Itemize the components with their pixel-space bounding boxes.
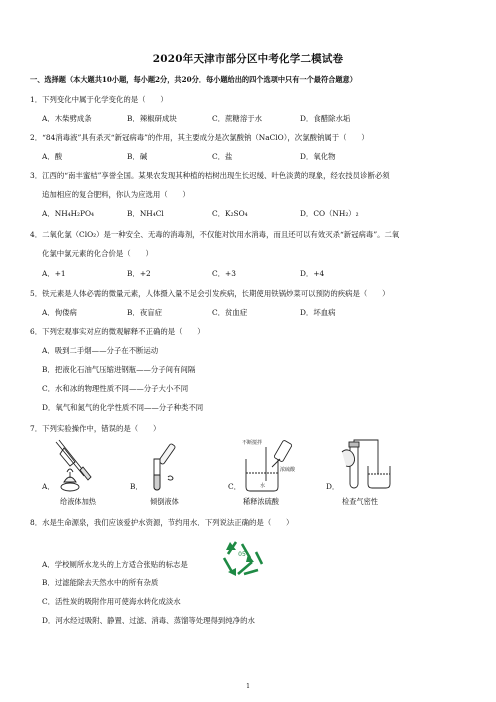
q4-option-b: B．+2 [127,269,151,278]
q8-option-b: B．过滤能除去天然水中的所有杂质 [42,578,159,587]
q7-option-c: C． [228,482,242,491]
q1-option-a: A．木柴劈成条 [42,114,92,123]
label-stirring: 不断搅拌 [242,440,263,446]
q1-option-b: B．辣椒研成块 [127,114,177,123]
question-7-stem: 7．下列实验操作中，错误的是（ ） [30,424,161,433]
q8-option-c: C．活性炭的吸附作用可使海水转化成淡水 [42,597,181,606]
pouring-liquid-figure [142,441,182,491]
q5-option-d: D．坏血病 [300,308,336,317]
label-conc-acid: 浓硫酸 [280,467,296,473]
q7-option-a: A． [42,482,55,491]
q7-caption-c: 稀释浓硫酸 [243,497,279,506]
q7-caption-b: 倾倒液体 [150,497,179,506]
q3-option-d: D．CO（NH₂）₂ [300,209,359,218]
question-3-stem-cont: 追加相应的复合肥料，你认为应选用（ ） [42,190,190,199]
q7-caption-a: 给液体加热 [60,497,96,506]
q7-caption-d: 检查气密性 [342,497,378,506]
q7-option-d: D． [326,482,340,491]
q6-option-a: A．吸到二手烟——分子在不断运动 [42,346,159,355]
label-water: 水 [260,483,266,489]
q6-option-b: B．把液化石油气压缩进钢瓶——分子间有间隔 [42,365,196,374]
q8-option-a: A．学校厕所水龙头的上方适合张贴的标志是 [42,560,188,569]
page-title: 2020年天津市部分区中考化学二模试卷 [152,53,344,65]
q2-option-a: A．酸 [42,152,63,161]
question-3-stem: 3．江西的“南丰蜜桔”享誉全国。某果农发现其种植的桔树出现生长迟缓、叶色淡黄的现象，经农技员诊断必须 [30,171,390,180]
q2-option-d: D．氧化物 [300,152,336,161]
recycle-code-label: 05 [238,551,246,558]
q2-option-c: C．盐 [212,152,233,161]
q4-option-d: D．+4 [300,269,325,278]
question-2-stem: 2．“84消毒液”具有杀灭“新冠病毒”的作用，其主要成分是次氯酸钠（NaClO），次氯酸钠属于（ ） [30,133,369,142]
q3-option-c: C．K₂SO₄ [212,209,248,218]
q3-option-a: A．NH₄H₂PO₄ [42,209,95,218]
q4-option-c: C．+3 [212,269,236,278]
q5-option-a: A．佝偻病 [42,308,77,317]
recycling-icon [218,540,266,578]
q3-option-b: B．NH₄Cl [127,209,164,218]
diluting-acid-figure [236,437,296,493]
question-5-stem: 5．铁元素是人体必需的微量元素，人体摄入量不足会引发疾病，长期使用铁锅炒菜可以预防的疾病是（ ） [30,289,390,298]
heating-liquid-figure [50,438,96,494]
q1-option-d: D．食醋除水垢 [300,114,351,123]
question-6-stem: 6．下列宏观事实对应的微观解释不正确的是（ ） [30,327,205,336]
airtightness-figure [336,438,396,494]
question-8-stem: 8．水是生命源泉，我们应该爱护水资源，节约用水．下列说法正确的是（ ） [30,518,294,527]
q8-option-d: D．河水经过吸附、静置、过滤、消毒、蒸馏等处理得到纯净的水 [42,616,255,625]
question-1-stem: 1．下列变化中属于化学变化的是（ ） [30,95,168,104]
question-4-stem-cont: 化氯中氯元素的化合价是（ ） [42,249,153,258]
q7-option-b: B． [130,482,143,491]
q6-option-c: C．水和冰的物理性质不同——分子大小不同 [42,384,189,393]
question-4-stem: 4．二氧化氯（ClO₂）是一种安全、无毒的消毒剂，不仅能对饮用水消毒，而且还可以有效灭杀“新冠病毒”。二氧 [30,230,400,239]
q5-option-c: C．贫血症 [212,308,248,317]
q6-option-d: D．氧气和氮气的化学性质不同——分子种类不同 [42,403,204,412]
section-heading: 一、选择题（本大题共10小题，每小题2分，共20分．每小题给出的四个选项中只有一个最符合题意） [30,75,357,84]
page-number: 1 [246,683,250,690]
q5-option-b: B．夜盲症 [127,308,162,317]
q1-option-c: C．蔗糖溶于水 [212,114,262,123]
q2-option-b: B．碱 [127,152,148,161]
q4-option-a: A．+1 [42,269,66,278]
